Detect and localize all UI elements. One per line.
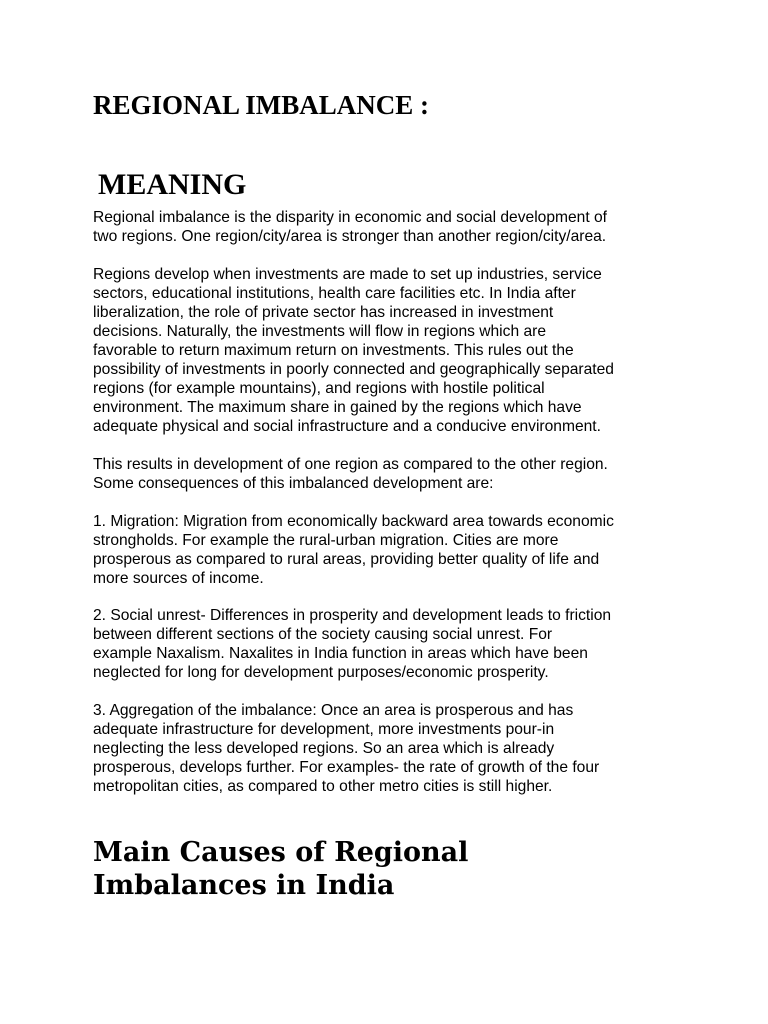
paragraph-line: adequate infrastructure for development, more investments pour-in bbox=[93, 721, 555, 738]
paragraph-line: possibility of investments in poorly connected and geographically separated bbox=[93, 361, 614, 378]
paragraph-line: Regional imbalance is the disparity in economic and social development of bbox=[93, 209, 608, 226]
paragraph-line: Some consequences of this imbalanced development are: bbox=[93, 475, 494, 492]
paragraph-line: two regions. One region/city/area is stronger than another region/city/area. bbox=[93, 228, 607, 245]
paragraph-line: example Naxalism. Naxalites in India function in areas which have been bbox=[93, 645, 588, 662]
paragraph-line: Regions develop when investments are made to set up industries, service bbox=[93, 266, 602, 283]
paragraph-line: neglecting the less developed regions. So an area which is already bbox=[93, 740, 555, 757]
paragraph-line: 1. Migration: Migration from economically backward area towards economic bbox=[93, 513, 614, 530]
paragraph-line: prosperous, develops further. For examples- the rate of growth of the four bbox=[93, 759, 600, 776]
paragraph-line: sectors, educational institutions, health care facilities etc. In India after bbox=[93, 285, 576, 302]
paragraph-line: more sources of income. bbox=[93, 570, 264, 587]
paragraph-consequences-intro bbox=[93, 455, 608, 493]
paragraph-line: environment. The maximum share in gained by the regions which have bbox=[93, 399, 582, 416]
paragraph-migration bbox=[93, 512, 614, 588]
paragraph-line: strongholds. For example the rural-urban migration. Cities are more bbox=[93, 532, 559, 549]
paragraph-line: adequate physical and social infrastructure and a conducive environment. bbox=[93, 418, 601, 435]
heading-line: Imbalances in India bbox=[93, 870, 395, 901]
paragraph-line: between different sections of the society causing social unrest. For bbox=[93, 626, 553, 643]
paragraph-aggregation bbox=[93, 701, 599, 796]
paragraph-definition bbox=[93, 208, 607, 246]
paragraph-line: liberalization, the role of private sector has increased in investment bbox=[93, 304, 554, 321]
paragraph-line: neglected for long for development purposes/economic prosperity. bbox=[93, 664, 549, 681]
paragraph-line: regions (for example mountains), and regions with hostile political bbox=[93, 380, 545, 397]
paragraph-line: 3. Aggregation of the imbalance: Once an area is prosperous and has bbox=[93, 702, 574, 719]
heading-line: Main Causes of Regional bbox=[93, 837, 469, 868]
paragraph-investments bbox=[93, 265, 614, 436]
paragraph-line: 2. Social unrest- Differences in prosperity and development leads to friction bbox=[93, 607, 612, 624]
paragraph-social-unrest bbox=[93, 606, 611, 682]
paragraph-line: prosperous as compared to rural areas, providing better quality of life and bbox=[93, 551, 600, 568]
section-heading-meaning: MEANING bbox=[98, 168, 247, 201]
page-title: REGIONAL IMBALANCE : bbox=[93, 90, 430, 120]
paragraph-line: This results in development of one region as compared to the other region. bbox=[93, 456, 608, 473]
paragraph-line: decisions. Naturally, the investments will flow in regions which are bbox=[93, 323, 546, 340]
section-heading-main-causes bbox=[93, 836, 468, 902]
paragraph-line: metropolitan cities, as compared to other metro cities is still higher. bbox=[93, 778, 553, 795]
paragraph-line: favorable to return maximum return on investments. This rules out the bbox=[93, 342, 574, 359]
